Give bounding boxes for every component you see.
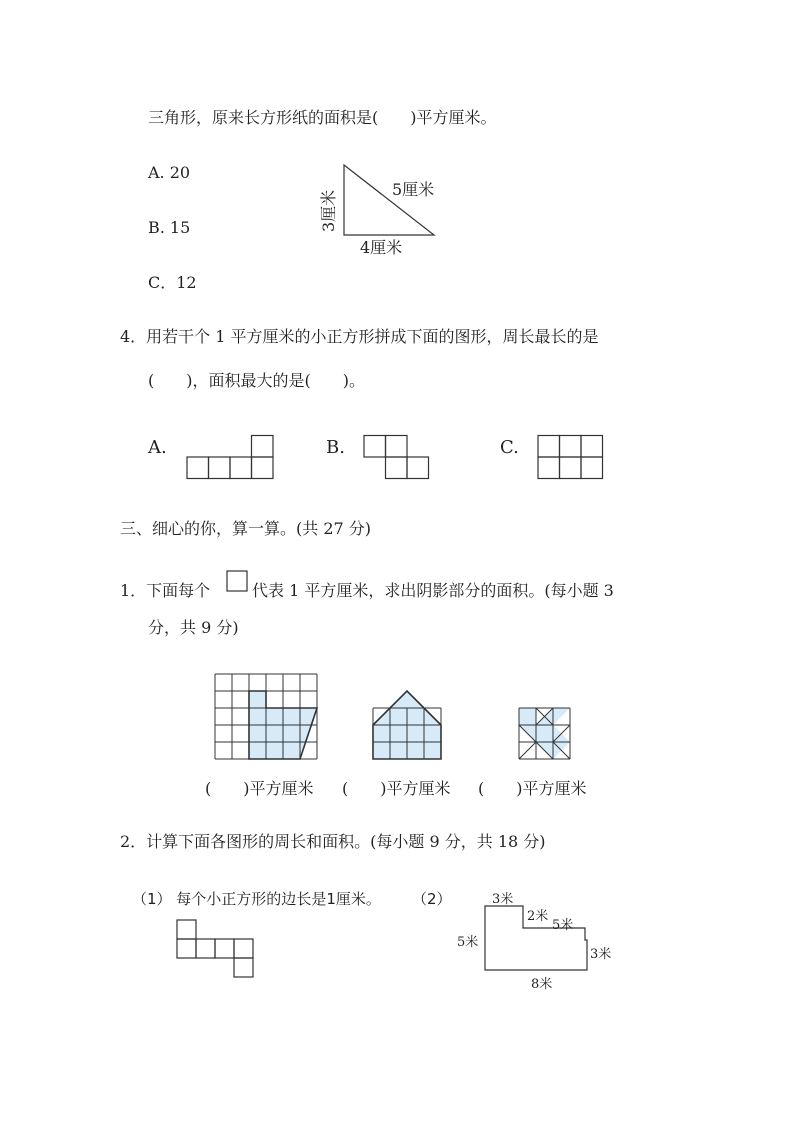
p1-line1-pre: 1．下面每个: [120, 581, 211, 600]
p2-title: 2．计算下面各图形的周长和面积。(每小题 9 分，共 18 分): [120, 832, 546, 851]
p1-answer-3: ( )平方厘米: [478, 779, 587, 798]
q4-label-b: B.: [326, 437, 345, 458]
q4-label-c: C.: [500, 437, 519, 458]
q4-line2: ( )，面积最大的是( )。: [148, 371, 365, 390]
label-right: 3米: [590, 947, 612, 962]
p2-sub1: （1） 每个小正方形的边长是1厘米。: [132, 890, 381, 908]
label-step-right: 5米: [552, 918, 574, 933]
p1-answer-2: ( )平方厘米: [342, 779, 451, 798]
triangle-bottom-label: 4厘米: [360, 238, 403, 257]
triangle-left-label: 3厘米: [319, 189, 338, 232]
label-step-down: 2米: [527, 909, 549, 924]
triangle-hyp-label: 5厘米: [392, 180, 435, 199]
q3-option-c: C．12: [148, 273, 197, 292]
label-top: 3米: [492, 892, 514, 907]
q4-line1: 4．用若干个 1 平方厘米的小正方形拼成下面的图形，周长最长的是: [120, 327, 599, 346]
q3-stem-tail: 三角形，原来长方形纸的面积是( )平方厘米。: [148, 108, 497, 127]
label-bottom: 8米: [531, 977, 553, 992]
q3-option-b: B. 15: [148, 218, 191, 237]
section-3-title: 三、细心的你，算一算。(共 27 分): [120, 519, 372, 538]
q4-label-a: A.: [148, 437, 167, 458]
p1-line1-post: 代表 1 平方厘米，求出阴影部分的面积。(每小题 3: [252, 581, 614, 600]
label-left: 5米: [457, 935, 479, 950]
p1-line2: 分，共 9 分): [148, 618, 239, 637]
p1-answer-1: ( )平方厘米: [205, 779, 314, 798]
p2-sub2: （2）: [412, 890, 452, 908]
q3-option-a: A. 20: [148, 163, 191, 182]
